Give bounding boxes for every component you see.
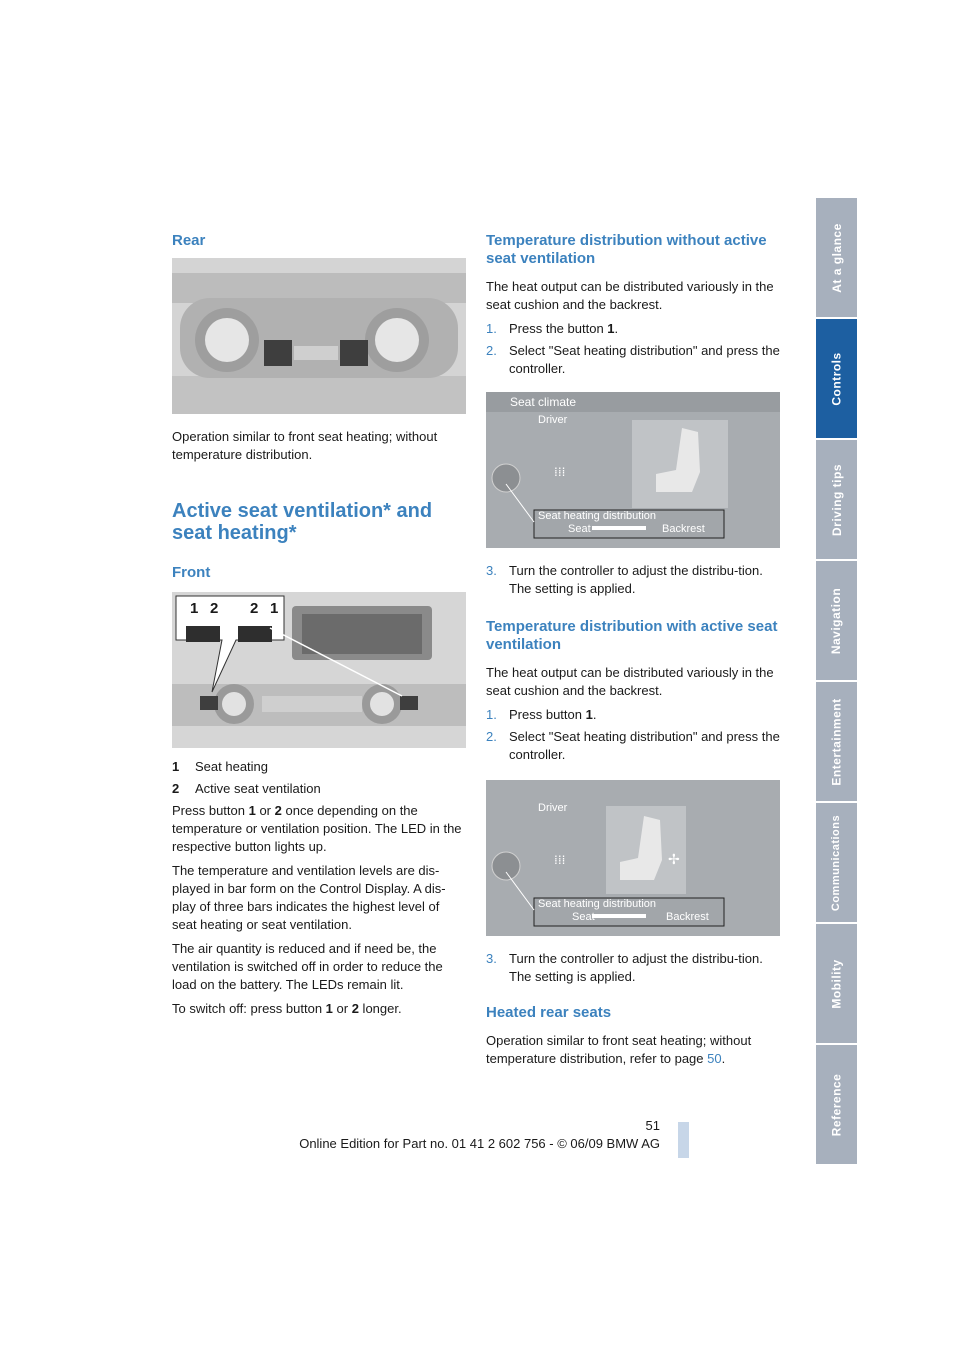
paragraph-air-quantity: The air quantity is reduced and if need be, the ventilation is switched off in order to reduce the load on the battery. The LEDs remain lit. (172, 941, 443, 992)
step-item: 3. Turn the controller to adjust the distribu-tion. The setting is applied. (486, 563, 763, 596)
screen-1-title: Seat climate (510, 395, 577, 409)
footer-text: Online Edition for Part no. 01 41 2 602 756 - © 06/09 BMW AG (299, 1136, 660, 1151)
tab-at-a-glance[interactable]: At a glance (816, 198, 857, 317)
tab-driving-tips[interactable]: Driving tips (816, 440, 857, 559)
fan-icon: ✢ (668, 852, 680, 868)
screen-2-backrest: Backrest (666, 911, 709, 923)
step-item: 3. Turn the controller to adjust the distribu-tion. The setting is applied. (486, 951, 763, 984)
screen-2-bar-label: Seat heating distribution (538, 898, 657, 910)
rear-text: Operation similar to front seat heating; without temperature distribution. (172, 429, 438, 462)
paragraph-press-button: Press button 1 or 2 once depending on the temperature or ventilation position. The LED in the respective button lights up. (172, 803, 462, 854)
seat-climate-screen-1 (486, 392, 780, 548)
callout-1-right: 1 (270, 600, 279, 617)
screen-1-graphic (486, 392, 780, 548)
front-controls-figure (172, 592, 466, 748)
heading-with-ventilation: Temperature distribution with active seat ventilation (486, 618, 778, 653)
paragraph-switch-off: To switch off: press button 1 or 2 longer. (172, 1001, 402, 1016)
tab-navigation[interactable]: Navigation (816, 561, 857, 680)
callout-1-left: 1 (190, 600, 199, 617)
step-item: 1. Press the button 1. (486, 321, 619, 336)
tab-controls[interactable]: Controls (816, 319, 857, 438)
tab-reference[interactable]: Reference (816, 1045, 857, 1164)
screen-1-backrest: Backrest (662, 523, 705, 535)
heat-icon: ⁞⁞⁞ (554, 465, 566, 479)
text-heated-rear-seats: Operation similar to front seat heating; without temperature distribution, refer to page 50. (486, 1033, 752, 1066)
screen-2-graphic (486, 780, 780, 936)
paragraph-levels: The temperature and ventilation levels are dis-played in bar form on the Control Display. A dis-play of three bars indicates the highest level of seat heating or seat ventilation. (172, 863, 446, 932)
legend-item: 1 Seat heating (172, 759, 269, 774)
heading-without-ventilation: Temperature distribution without active seat ventilation (486, 232, 767, 267)
chapter-sidebar (816, 198, 857, 1166)
screen-1-driver: Driver (538, 414, 568, 426)
screen-1-bar-label: Seat heating distribution (538, 510, 657, 522)
legend-item: 2 Active seat ventilation (172, 781, 321, 796)
tab-entertainment[interactable]: Entertainment (816, 682, 857, 801)
screen-2-seat: Seat (572, 911, 595, 923)
callout-2-left: 2 (210, 600, 219, 617)
seat-climate-screen-2 (486, 780, 780, 936)
tab-communications[interactable]: Communications (816, 803, 857, 922)
text-without-ventilation: The heat output can be distributed variously in the seat cushion and the backrest. (486, 279, 774, 312)
callout-2-right: 2 (250, 600, 259, 617)
page-link[interactable]: 50 (707, 1051, 722, 1066)
footer-accent-bar (678, 1122, 689, 1158)
rear-heading: Rear (172, 232, 206, 249)
screen-2-driver: Driver (538, 802, 568, 814)
rear-panel-illustration (172, 258, 466, 414)
step-item: 2. Select "Seat heating distribution" and press the controller. (486, 729, 780, 762)
page-number: 51 (645, 1118, 660, 1133)
section-title: Active seat ventilation* and seat heating* (172, 500, 433, 544)
step-item: 2. Select "Seat heating distribution" and press the controller. (486, 343, 780, 376)
tab-mobility[interactable]: Mobility (816, 924, 857, 1043)
rear-controls-figure (172, 258, 466, 414)
text-with-ventilation: The heat output can be distributed variously in the seat cushion and the backrest. (486, 665, 774, 698)
front-heading: Front (172, 564, 211, 581)
heat-icon: ⁞⁞⁞ (554, 853, 566, 867)
left-column (172, 228, 466, 1024)
right-column (486, 228, 780, 1074)
step-item: 1. Press button 1. (486, 707, 597, 722)
heading-heated-rear-seats: Heated rear seats (486, 1004, 612, 1021)
legend (172, 758, 466, 798)
screen-1-seat: Seat (568, 523, 591, 535)
